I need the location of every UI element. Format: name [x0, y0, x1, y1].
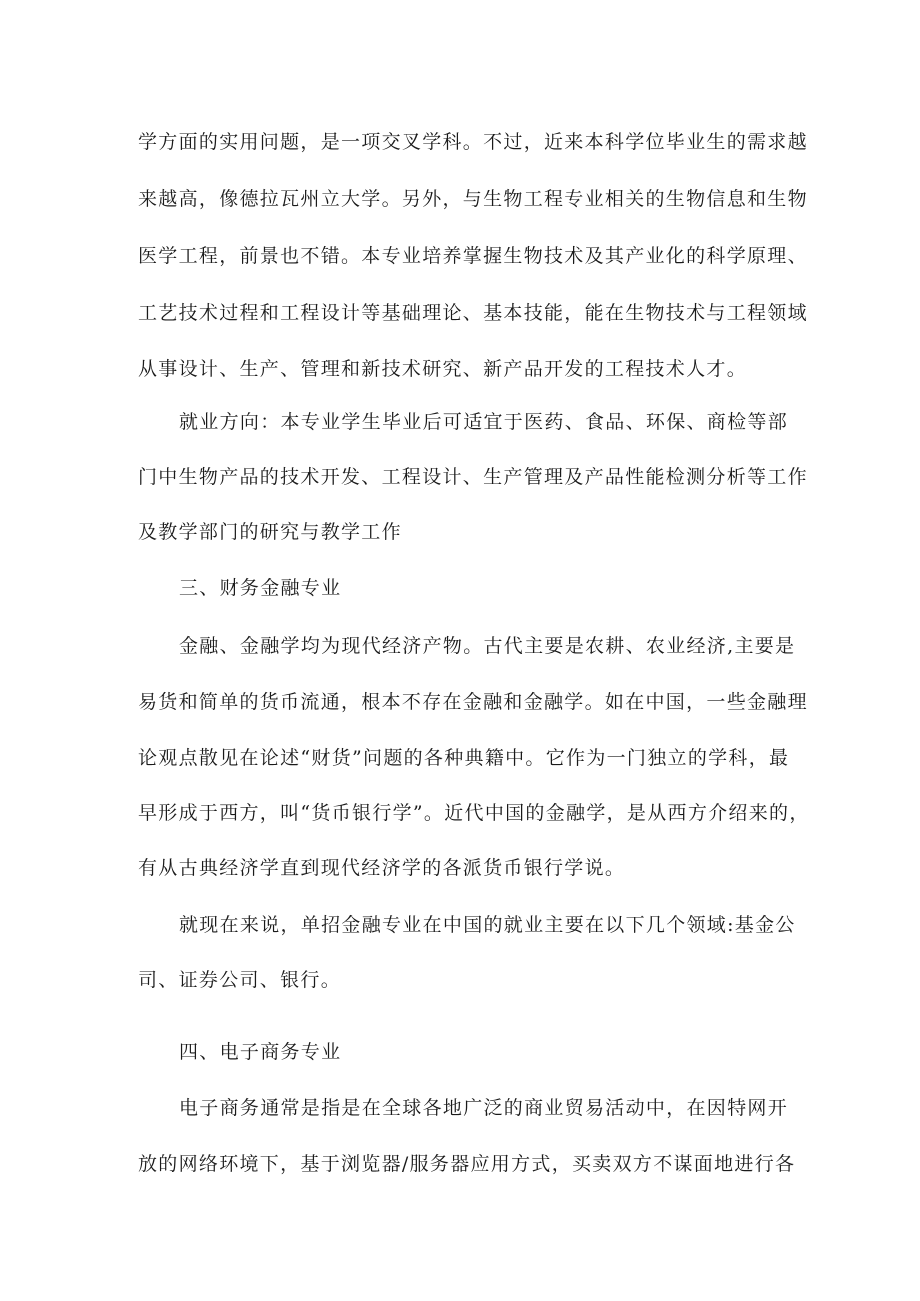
text-line: 工艺技术过程和工程设计等基础理论、基本技能，能在生物技术与工程领域 — [138, 302, 808, 324]
text-line: 学方面的实用问题，是一项交叉学科。不过，近来本科学位毕业生的需求越 — [138, 131, 808, 153]
text-line: 来越高，像德拉瓦州立大学。另外，与生物工程专业相关的生物信息和生物 — [138, 188, 808, 210]
text-line: 医学工程，前景也不错。本专业培养掌握生物技术及其产业化的科学原理、 — [138, 245, 808, 267]
section-heading: 四、电子商务专业 — [179, 1041, 342, 1063]
text-line: 就现在来说，单招金融专业在中国的就业主要在以下几个领域:基金公 — [179, 914, 796, 936]
text-line: 金融、金融学均为现代经济产物。古代主要是农耕、农业经济,主要是 — [179, 635, 796, 657]
text-line: 司、证券公司、银行。 — [138, 969, 342, 991]
text-line: 门中生物产品的技术开发、工程设计、生产管理及产品性能检测分析等工作 — [138, 466, 808, 488]
text-line: 电子商务通常是指是在全球各地广泛的商业贸易活动中，在因特网开 — [179, 1097, 789, 1119]
text-line: 从事设计、生产、管理和新技术研究、新产品开发的工程技术人才。 — [138, 358, 748, 380]
text-line: 及教学部门的研究与教学工作 — [138, 521, 402, 543]
text-line: 就业方向：本专业学生毕业后可适宜于医药、食品、环保、商检等部 — [179, 411, 789, 433]
text-line: 易货和简单的货币流通，根本不存在金融和金融学。如在中国，一些金融理 — [138, 691, 808, 713]
text-line: 早形成于西方，叫“货币银行学”。近代中国的金融学，是从西方介绍来的， — [138, 802, 810, 824]
text-line: 论观点散见在论述“财货”问题的各种典籍中。它作为一门独立的学科，最 — [138, 747, 790, 769]
text-line: 放的网络环境下，基于浏览器/服务器应用方式，买卖双方不谋面地进行各 — [138, 1153, 796, 1175]
section-heading: 三、财务金融专业 — [179, 577, 342, 599]
text-line: 有从古典经济学直到现代经济学的各派货币银行学说。 — [138, 857, 626, 879]
